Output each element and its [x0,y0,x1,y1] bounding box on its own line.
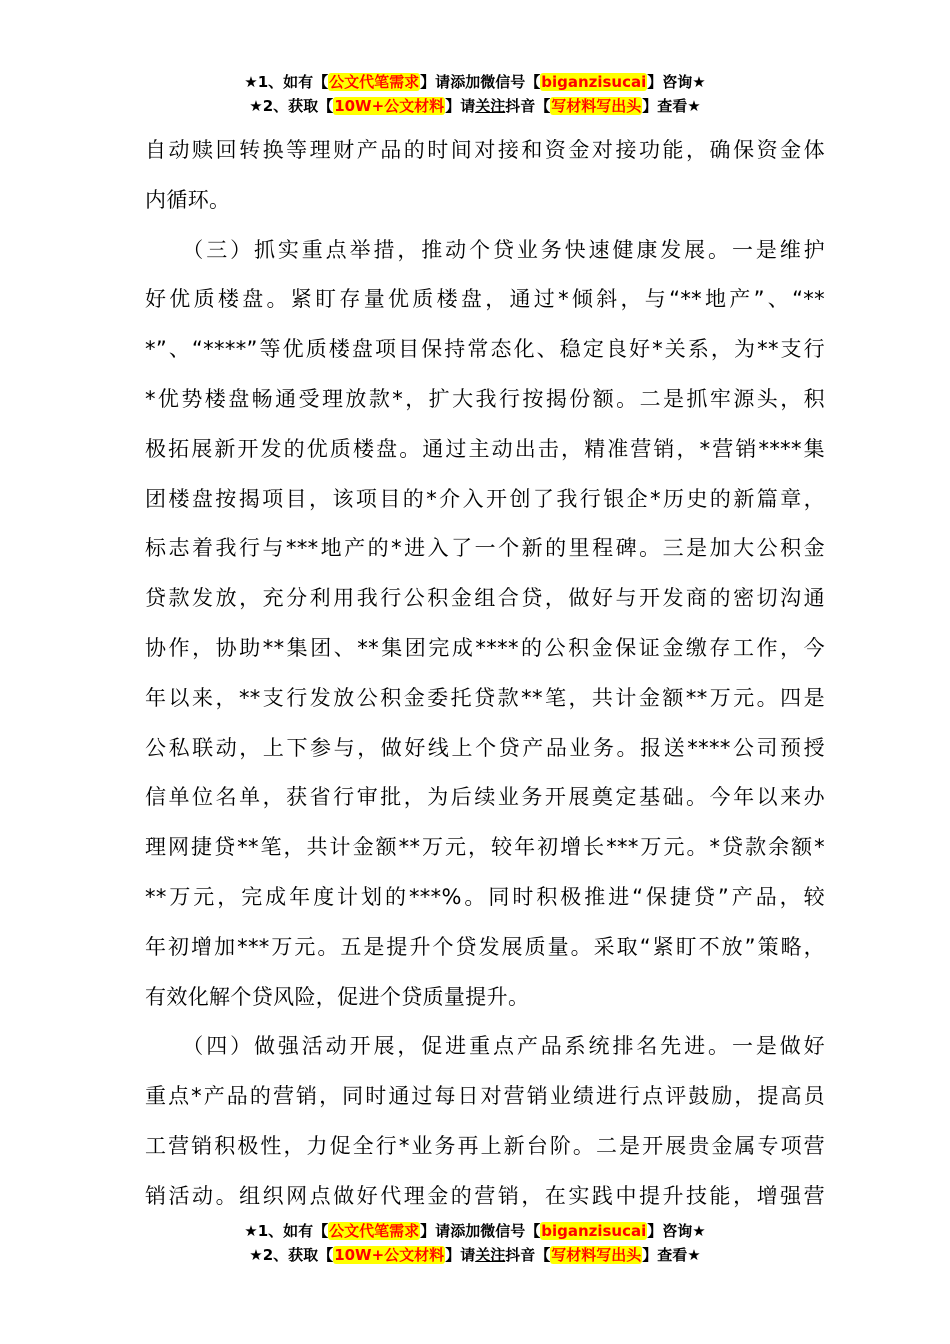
banner-text: 抖音【 [505,97,551,115]
body-line: 协作，协助**集团、**集团完成****的公积金保证金缴存工作，今 [145,635,825,660]
banner-text: ★1、如有【 [244,1222,329,1240]
body-line: 团楼盘按揭项目，该项目的*介入开创了我行银企*历史的新篇章， [145,486,825,511]
body-line: 年初增加***万元。五是提升个贷发展质量。采取“紧盯不放”策略， [145,934,825,959]
banner-text: 】请 [420,73,451,91]
body-line: 自动赎回转换等理财产品的时间对接和资金对接功能，确保资金体 [145,138,825,162]
body-line: *”、“****”等优质楼盘项目保持常态化、稳定良好*关系，为**支行 [145,337,825,362]
body-line: 重点*产品的营销，同时通过每日对营销业绩进行点评鼓励，提高员 [145,1084,825,1109]
banner-line-2 [0,94,950,118]
banner-text: ★2、获取【 [249,1246,334,1264]
banner-text: 】请 [420,1222,451,1240]
highlight-service: 公文代笔需求 [329,73,420,91]
body-line: 理网捷贷**笔，共计金额**万元，较年初增长***万元。*贷款余额* [145,835,825,860]
body-line: 极拓展新开发的优质楼盘。通过主动出击，精准营销，*营销****集 [145,436,825,461]
body-line: 好优质楼盘。紧盯存量优质楼盘，通过*倾斜，与“**地产”、“** [145,287,825,312]
highlight-douyin-id: 写材料写出头 [551,97,642,115]
body-line: （三）抓实重点举措，推动个贷业务快速健康发展。一是维护 [145,237,825,262]
banner-line-1 [0,70,950,94]
body-line: 工营销积极性，力促全行*业务再上新台阶。二是开展贵金属专项营 [145,1133,825,1158]
body-line: 有效化解个贷风险，促进个贷质量提升。 [145,984,530,1009]
banner-line-1 [0,1219,950,1243]
body-line: 信单位名单，获省行审批，为后续业务开展奠定基础。今年以来办 [145,785,825,810]
footer-banner [0,1219,950,1267]
banner-text: 】咨询★ [647,73,706,91]
body-line: （四）做强活动开展，促进重点产品系统排名先进。一是做好 [145,1034,825,1059]
banner-emphasis: 关注 [475,97,506,115]
banner-text: ★2、获取【 [249,97,334,115]
banner-text: 抖音【 [505,1246,551,1264]
banner-text: 】查看★ [642,1246,701,1264]
banner-text: 微信号【 [480,73,541,91]
banner-text: 】请 [445,1246,476,1264]
banner-text: ★1、如有【 [244,73,329,91]
body-line: 公私联动，上下参与，做好线上个贷产品业务。报送****公司预授 [145,735,825,760]
body-line: 年以来，**支行发放公积金委托贷款**笔，共计金额**万元。四是 [145,685,825,710]
body-line: *优势楼盘畅通受理放款*，扩大我行按揭份额。二是抓牢源头，积 [145,386,825,411]
document-body [145,126,825,1222]
highlight-materials: 10W+公文材料 [334,97,445,115]
banner-text: 】查看★ [642,97,701,115]
highlight-douyin-id: 写材料写出头 [551,1246,642,1264]
banner-text: 】咨询★ [647,1222,706,1240]
body-line: 内循环。 [145,187,231,212]
highlight-materials: 10W+公文材料 [334,1246,445,1264]
body-line: 标志着我行与***地产的*进入了一个新的里程碑。三是加大公积金 [145,536,825,561]
banner-emphasis: 关注 [475,1246,506,1264]
banner-text: 微信号【 [480,1222,541,1240]
banner-text: 】请 [445,97,476,115]
body-line: 销活动。组织网点做好代理金的营销，在实践中提升技能，增强营 [145,1183,825,1208]
highlight-wechat-id: biganzisucai [541,1222,647,1240]
banner-line-2 [0,1243,950,1267]
header-banner [0,70,950,118]
highlight-service: 公文代笔需求 [329,1222,420,1240]
banner-emphasis: 添加 [450,73,481,91]
body-line: **万元，完成年度计划的***%。同时积极推进“保捷贷”产品，较 [145,884,825,909]
banner-emphasis: 添加 [450,1222,481,1240]
body-line: 贷款发放，充分利用我行公积金组合贷，做好与开发商的密切沟通 [145,586,825,611]
highlight-wechat-id: biganzisucai [541,73,647,91]
